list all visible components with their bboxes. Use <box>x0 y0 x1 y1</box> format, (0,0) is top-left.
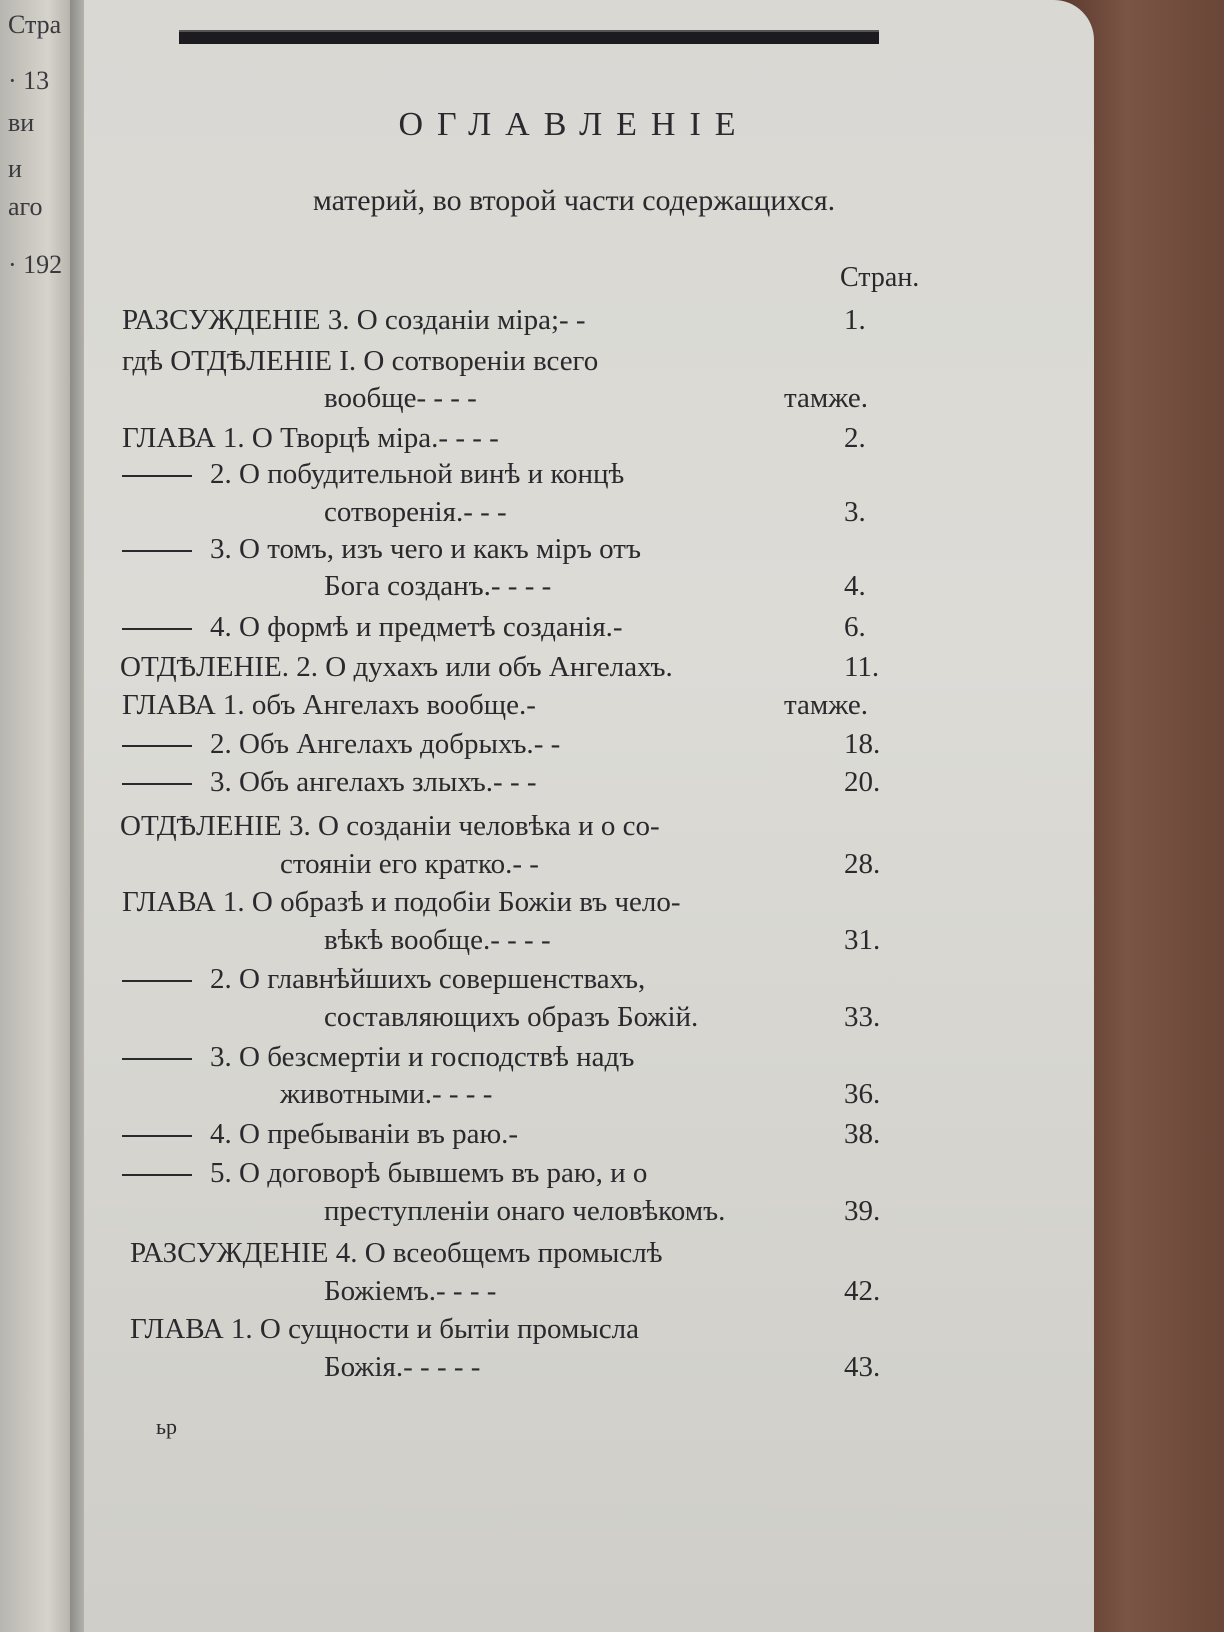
toc-entry <box>120 649 673 685</box>
toc-page-number: тамже. <box>784 689 869 721</box>
toc-entry <box>122 531 641 567</box>
toc-entry <box>122 420 499 456</box>
leader-dots: - - - <box>493 766 537 798</box>
toc-page-number: 42. <box>844 1275 881 1307</box>
leader-dots: - <box>526 689 536 721</box>
page-subtitle: материй, во второй части содержащихся. <box>312 184 836 217</box>
toc-page-number: 4. <box>844 570 866 602</box>
left-edge-text: Стра <box>8 10 62 39</box>
ditto-dash <box>122 745 192 747</box>
leader-dots: - - - - <box>416 382 477 414</box>
toc-entry-text: сотворенія. <box>324 496 464 528</box>
toc-page-number: 39. <box>844 1195 881 1227</box>
toc-entry <box>130 1235 662 1271</box>
toc-entry <box>324 494 507 530</box>
leader-dots: - - - - <box>431 1078 493 1110</box>
toc-entry-text: составляющихъ образъ Божій. <box>324 1001 699 1033</box>
toc-entry <box>122 1039 634 1075</box>
ditto-dash <box>122 1135 192 1137</box>
toc-entry-text: ГЛАВА 1. О сущности и бытіи промысла <box>130 1313 640 1345</box>
toc-page-number: 31. <box>844 924 881 956</box>
toc-entry <box>120 808 660 844</box>
leader-dots: - - - <box>463 496 507 528</box>
toc-entry-text: ГЛАВА 1. объ Ангелахъ вообще. <box>122 689 527 721</box>
ditto-dash <box>122 1174 192 1176</box>
toc-entry-text: ГЛАВА 1. О образѣ и подобіи Божіи въ чело- <box>122 886 681 918</box>
toc-page-number: 11. <box>844 651 880 683</box>
toc-entry-text: 5. О договорѣ бывшемъ въ раю, и о <box>210 1157 648 1189</box>
toc-page-number: 3. <box>844 496 866 528</box>
toc-entry-text: 2. О побудительной винѣ и концѣ <box>210 458 625 490</box>
toc-entry <box>324 1273 496 1309</box>
toc-entry-text: 2. О главнѣйшихъ совершенствахъ, <box>210 963 646 995</box>
toc-entry-text: 3. О томъ, изъ чего и какъ міръ отъ <box>210 533 641 565</box>
toc-entry-text: ОТДѢЛЕНІЕ 3. О созданіи человѣка и о со- <box>120 810 660 842</box>
toc-entry-text: Бога созданъ. <box>324 570 491 602</box>
toc-entry <box>122 302 586 338</box>
toc-entry <box>324 1193 725 1229</box>
ditto-dash <box>122 783 192 785</box>
toc-entry <box>122 687 536 723</box>
ditto-dash <box>122 980 192 982</box>
leader-dots: - - - - <box>438 422 499 454</box>
toc-entry <box>280 1076 492 1112</box>
page-column-heading: Стран. <box>840 262 920 293</box>
toc-entry-text: 4. О пребываніи въ раю. <box>210 1118 509 1150</box>
toc-entry-text: Божія. <box>324 1351 404 1383</box>
toc-entry-text: ОТДѢЛЕНІЕ. 2. О духахъ или объ Ангелахъ. <box>120 651 673 683</box>
leader-dots: - - - - <box>490 924 551 956</box>
left-edge-text: · 192 <box>8 250 63 279</box>
toc-entry <box>324 999 698 1035</box>
toc-page-number: 18. <box>844 728 881 760</box>
toc-entry-text: гдѣ ОТДѢЛЕНІЕ I. О сотвореніи всего <box>122 345 599 377</box>
left-edge-text: аго <box>8 192 43 221</box>
toc-entry-text: РАЗСУЖДЕНІЕ 3. О созданіи міра; <box>122 304 560 336</box>
toc-entry-text: 3. О безсмертіи и господствѣ надъ <box>210 1041 635 1073</box>
header-rule <box>179 30 879 44</box>
toc-entry-text: 4. О формѣ и предметѣ созданія. <box>210 611 613 643</box>
toc-entry <box>122 884 681 920</box>
toc-page-number: 20. <box>844 766 881 798</box>
leader-dots: - - - - - <box>403 1351 481 1383</box>
leader-dots: - - <box>559 304 586 336</box>
leader-dots: - - - - <box>436 1275 497 1307</box>
toc-entry-text: ГЛАВА 1. О Творцѣ міра. <box>122 422 439 454</box>
toc-page-number: 36. <box>844 1078 881 1110</box>
ditto-dash <box>122 1058 192 1060</box>
toc-entry <box>122 961 645 997</box>
toc-page-number: 28. <box>844 848 881 880</box>
toc-entry-text: преступленіи онаго человѣкомъ. <box>324 1195 726 1227</box>
leader-dots: - <box>612 611 623 643</box>
toc-entry-text: 3. Объ ангелахъ злыхъ. <box>210 766 494 798</box>
toc-page-number: 1. <box>844 304 866 336</box>
toc-entry <box>122 609 623 645</box>
book-page <box>84 0 1094 1632</box>
left-edge-text: · 13 <box>8 66 50 95</box>
toc-entry <box>122 456 624 492</box>
toc-entry-text: животными. <box>280 1078 432 1110</box>
leader-dots: - <box>508 1118 519 1150</box>
left-edge-text: ви <box>8 108 35 137</box>
toc-entry <box>324 380 477 416</box>
leader-dots: - - <box>512 848 539 880</box>
toc-entry <box>122 726 560 762</box>
toc-entry <box>122 764 537 800</box>
toc-entry <box>324 568 551 604</box>
toc-entry <box>130 1311 639 1347</box>
toc-entry-text: стояніи его кратко. <box>280 848 513 880</box>
toc-entry-text: Божіемъ. <box>324 1275 436 1307</box>
toc-entry <box>324 922 551 958</box>
toc-page-number: 33. <box>844 1001 881 1033</box>
toc-entry <box>122 1155 647 1191</box>
toc-entry-text: вообще <box>324 382 417 414</box>
toc-entry-text: вѣкѣ вообще. <box>324 924 491 956</box>
page-title: ОГЛАВЛЕНІЕ <box>398 106 750 143</box>
left-edge-text: и <box>8 154 22 183</box>
leader-dots: - - <box>533 728 561 760</box>
toc-entry <box>122 1116 518 1152</box>
toc-page-number: 2. <box>844 422 866 454</box>
left-page-edge <box>0 0 80 1632</box>
toc-page-number: тамже. <box>784 382 869 414</box>
ditto-dash <box>122 628 192 630</box>
leader-dots: - - - - <box>490 570 552 602</box>
signature-mark: ьр <box>156 1414 178 1439</box>
toc-entry-text: 2. Объ Ангелахъ добрыхъ. <box>210 728 534 760</box>
toc-page-number: 6. <box>844 611 866 643</box>
toc-page-number: 43. <box>844 1351 881 1383</box>
toc-entry-text: РАЗСУЖДЕНІЕ 4. О всеобщемъ промыслѣ <box>130 1237 663 1269</box>
ditto-dash <box>122 475 192 477</box>
toc-entry <box>122 343 598 379</box>
toc-page-number: 38. <box>844 1118 881 1150</box>
toc-entry <box>324 1349 480 1385</box>
toc-entry <box>280 846 539 882</box>
ditto-dash <box>122 550 192 552</box>
